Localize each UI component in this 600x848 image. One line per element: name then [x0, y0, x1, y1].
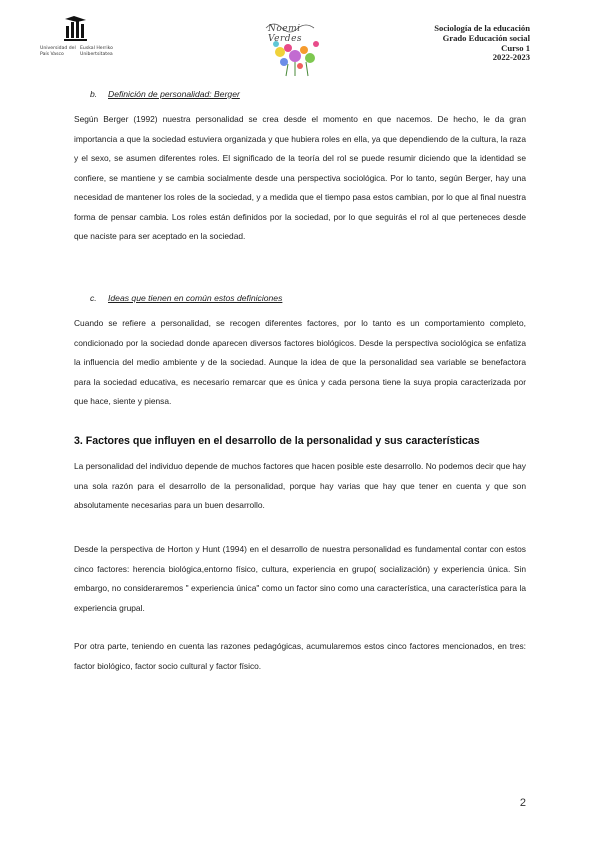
paragraph-common-ideas: Cuando se refiere a personalidad, se recogen diferentes factores, por lo tanto es un comportamiento completo, condicionado por la sociedad donde aparecen diversos factores biológicos. Desde la perspectiva sociológica se enfatiza la influencia del medio ambiente y de la sociedad. Aunque la idea de que la personalidad sea variable se benefactora para la sociedad educativa, es necesario remarcar que es única y cada persona tiene la suya propia caracterizada por que hace, siente y piensa.	[74, 318, 526, 406]
university-logo	[40, 16, 130, 66]
section-3-heading: 3. Factores que influyen en el desarrollo de la personalidad y sus características	[74, 435, 480, 447]
course-title: Sociología de la educación	[434, 23, 530, 33]
subsection-b-title: Definición de personalidad: Berger	[108, 89, 240, 99]
artistic-logo	[262, 18, 334, 78]
course-header	[434, 24, 530, 63]
paragraph-berger: Según Berger (1992) nuestra personalidad se crea desde el momento en que nacemos. De hecho, le da gran importancia a que la sociedad estuviera organizada y que hubiera roles en ella, ya que dependiendo de la cultura, la raza y el sexo, se asumen diferentes roles. El significado de la teoría del rol se puede resumir diciendo que la identidad se confiere, se mantiene y se cambia socialmente desde una perspectiva sociológica. Por lo tanto, según Berger, hay una necesidad de mantener los roles de la sociedad, y a medida que el tiempo pasa estos cambian, por lo que al final nuestra forma de pensar cambia. Los roles están definidos por la sociedad, por lo que seguirás el rol al que perteneces desde que naciste para ser aceptado en la sociedad.	[74, 114, 526, 241]
subsection-c-title: Ideas que tienen en común estos definiciones	[108, 293, 283, 303]
subsection-b-index: b.	[90, 89, 98, 99]
paragraph-pedagogical-reasons: Por otra parte, teniendo en cuenta las razones pedagógicas, acumularemos estos cinco factores mencionados, en tres: factor biológico, factor socio cultural y factor físico.	[74, 641, 526, 671]
course-year: Curso 1	[501, 42, 530, 53]
artistic-logo-signature: Noemi Verdes	[268, 24, 303, 44]
university-logo-right-text: Euskal Herriko Unibertsitatea	[80, 46, 113, 57]
subsection-c-heading	[90, 293, 282, 303]
paragraph-horton-hunt: Desde la perspectiva de Horton y Hunt (1994) en el desarrollo de nuestra personalidad es fundamental contar con estos cinco factores: herencia biológica,entorno físico, cultura, experiencia en grupo( socialización) y experiencia única. Sin embargo, no consideraremos " experiencia única" como un factor sino como una característica, una característica para la experiencia grupal.	[74, 544, 526, 613]
university-logo-left-text: Universidad del País Vasco	[40, 46, 76, 57]
subsection-c-index: c.	[90, 293, 97, 303]
university-emblem-icon	[64, 16, 88, 42]
page-number: 2	[519, 797, 526, 809]
academic-year: 2022-2023	[492, 52, 530, 63]
subsection-b-heading	[90, 89, 240, 99]
paragraph-factors-intro: La personalidad del individuo depende de muchos factores que hacen posible este desarrollo. No podemos decir que hay una sola razón para el desarrollo de la personalidad, porque hay varias que hay que tener en cuenta y que son absolutamente necesarias para un buen desarrollo.	[74, 461, 526, 510]
degree-name: Grado Educación social	[442, 32, 530, 43]
